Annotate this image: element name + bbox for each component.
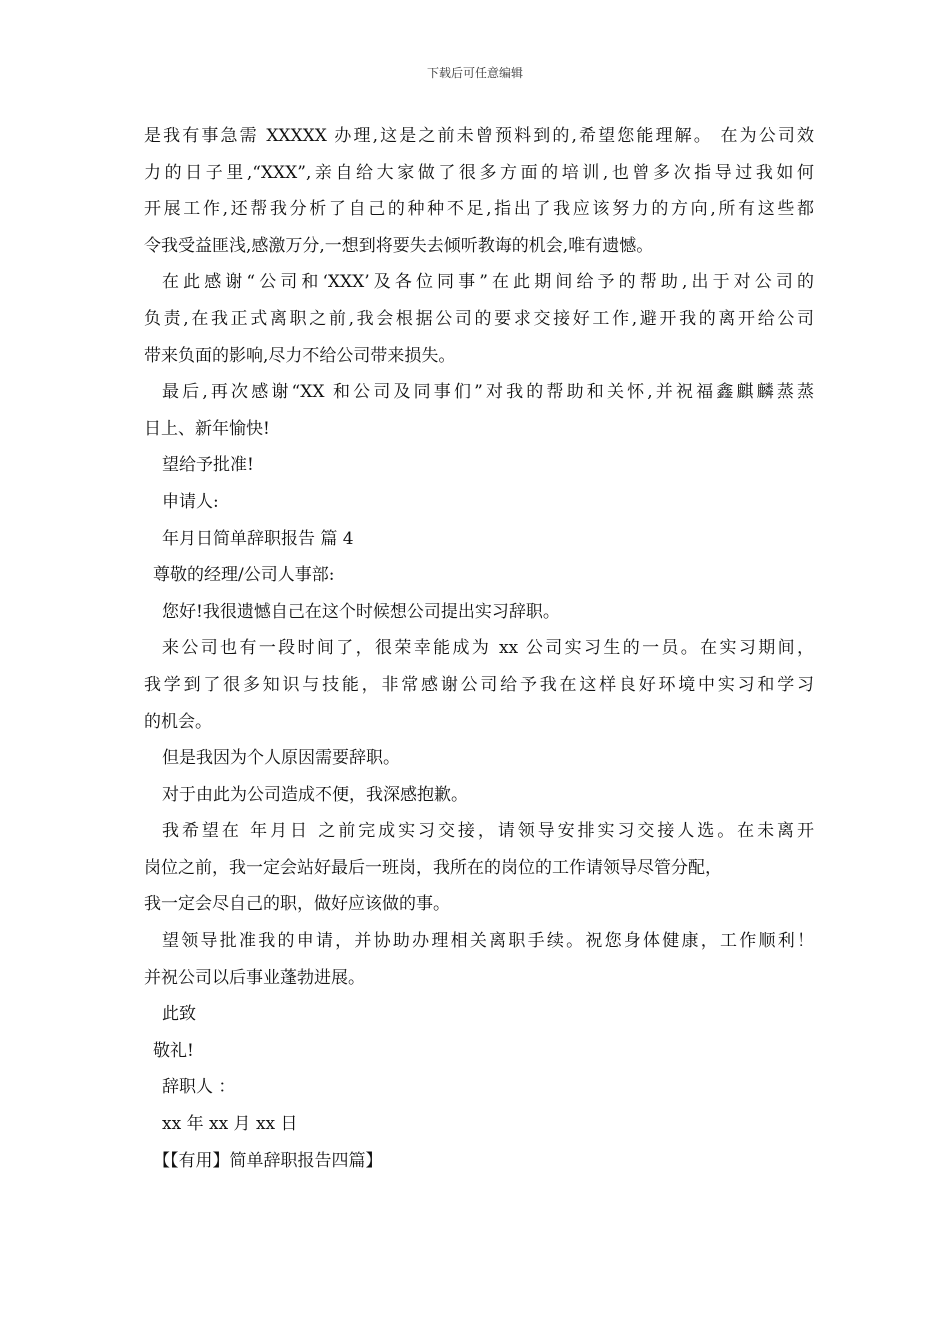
text-line: 但是我因为个人原因需要辞职。 xyxy=(162,748,400,769)
closing-regards: 敬礼! xyxy=(153,1040,194,1061)
text-line: 的机会。 xyxy=(144,711,212,732)
text-line: 带来负面的影响,尽力不给公司带来损失。 xyxy=(144,345,456,366)
text-line: 在此感谢“公司和‘XXX’及各位同事”在此期间给予的帮助,出于对公司的 xyxy=(162,272,814,293)
text-line: 令我受益匪浅,感激万分,一想到将要失去倾听教诲的机会,唯有遗憾。 xyxy=(144,235,654,256)
text-line: 日上、新年愉快! xyxy=(144,418,270,439)
text-line: 望领导批准我的申请，并协助办理相关离职手续。祝您身体健康，工作顺利！ xyxy=(162,931,814,952)
text-line: 岗位之前，我一定会站好最后一班岗，我所在的岗位的工作请领导尽管分配， xyxy=(144,857,722,878)
text-line: 对于由此为公司造成不便，我深感抱歉。 xyxy=(162,784,468,805)
text-line: 是我有事急需 XXXXX 办理,这是之前未曾预料到的,希望您能理解。 在为公司效 xyxy=(144,126,814,146)
document-body xyxy=(144,118,814,1179)
text-line: 并祝公司以后事业蓬勃进展。 xyxy=(144,967,365,988)
text-line: 我希望在 年月日 之前完成实习交接，请领导安排实习交接人选。在未离开 xyxy=(162,821,814,842)
signature-line: 辞职人 ： xyxy=(162,1077,236,1098)
text-line: 我一定会尽自己的职，做好应该做的事。 xyxy=(144,894,450,915)
closing-line: 此致 xyxy=(162,1004,196,1025)
text-line: 最后,再次感谢“XX 和公司及同事们”对我的帮助和关怀,并祝福鑫麒麟蒸蒸 xyxy=(162,382,814,403)
text-line: 开展工作,还帮我分析了自己的种种不足,指出了我应该努力的方向,所有这些都 xyxy=(144,199,814,220)
section-title: 年月日简单辞职报告 篇 4 xyxy=(162,528,354,549)
footer-title: 【【有用】简单辞职报告四篇】 xyxy=(153,1150,383,1171)
salutation: 尊敬的经理/公司人事部: xyxy=(153,565,335,586)
text-line: 您好!我很遗憾自己在这个时候想公司提出实习辞职。 xyxy=(162,601,560,622)
text-line: 申请人: xyxy=(162,491,219,512)
text-line: 力的日子里,“XXX”,亲自给大家做了很多方面的培训,也曾多次指导过我如何 xyxy=(144,162,814,183)
text-line: 来公司也有一段时间了，很荣幸能成为 xx 公司实习生的一员。在实习期间， xyxy=(162,638,814,659)
date-line: xx 年 xx 月 xx 日 xyxy=(162,1114,298,1135)
text-line: 望给予批准! xyxy=(162,455,254,476)
text-line: 我学到了很多知识与技能，非常感谢公司给予我在这样良好环境中实习和学习 xyxy=(144,674,814,695)
page-header-note: 下载后可任意编辑 xyxy=(426,66,523,80)
text-line: 负责,在我正式离职之前,我会根据公司的要求交接好工作,避开我的离开给公司 xyxy=(144,308,814,329)
